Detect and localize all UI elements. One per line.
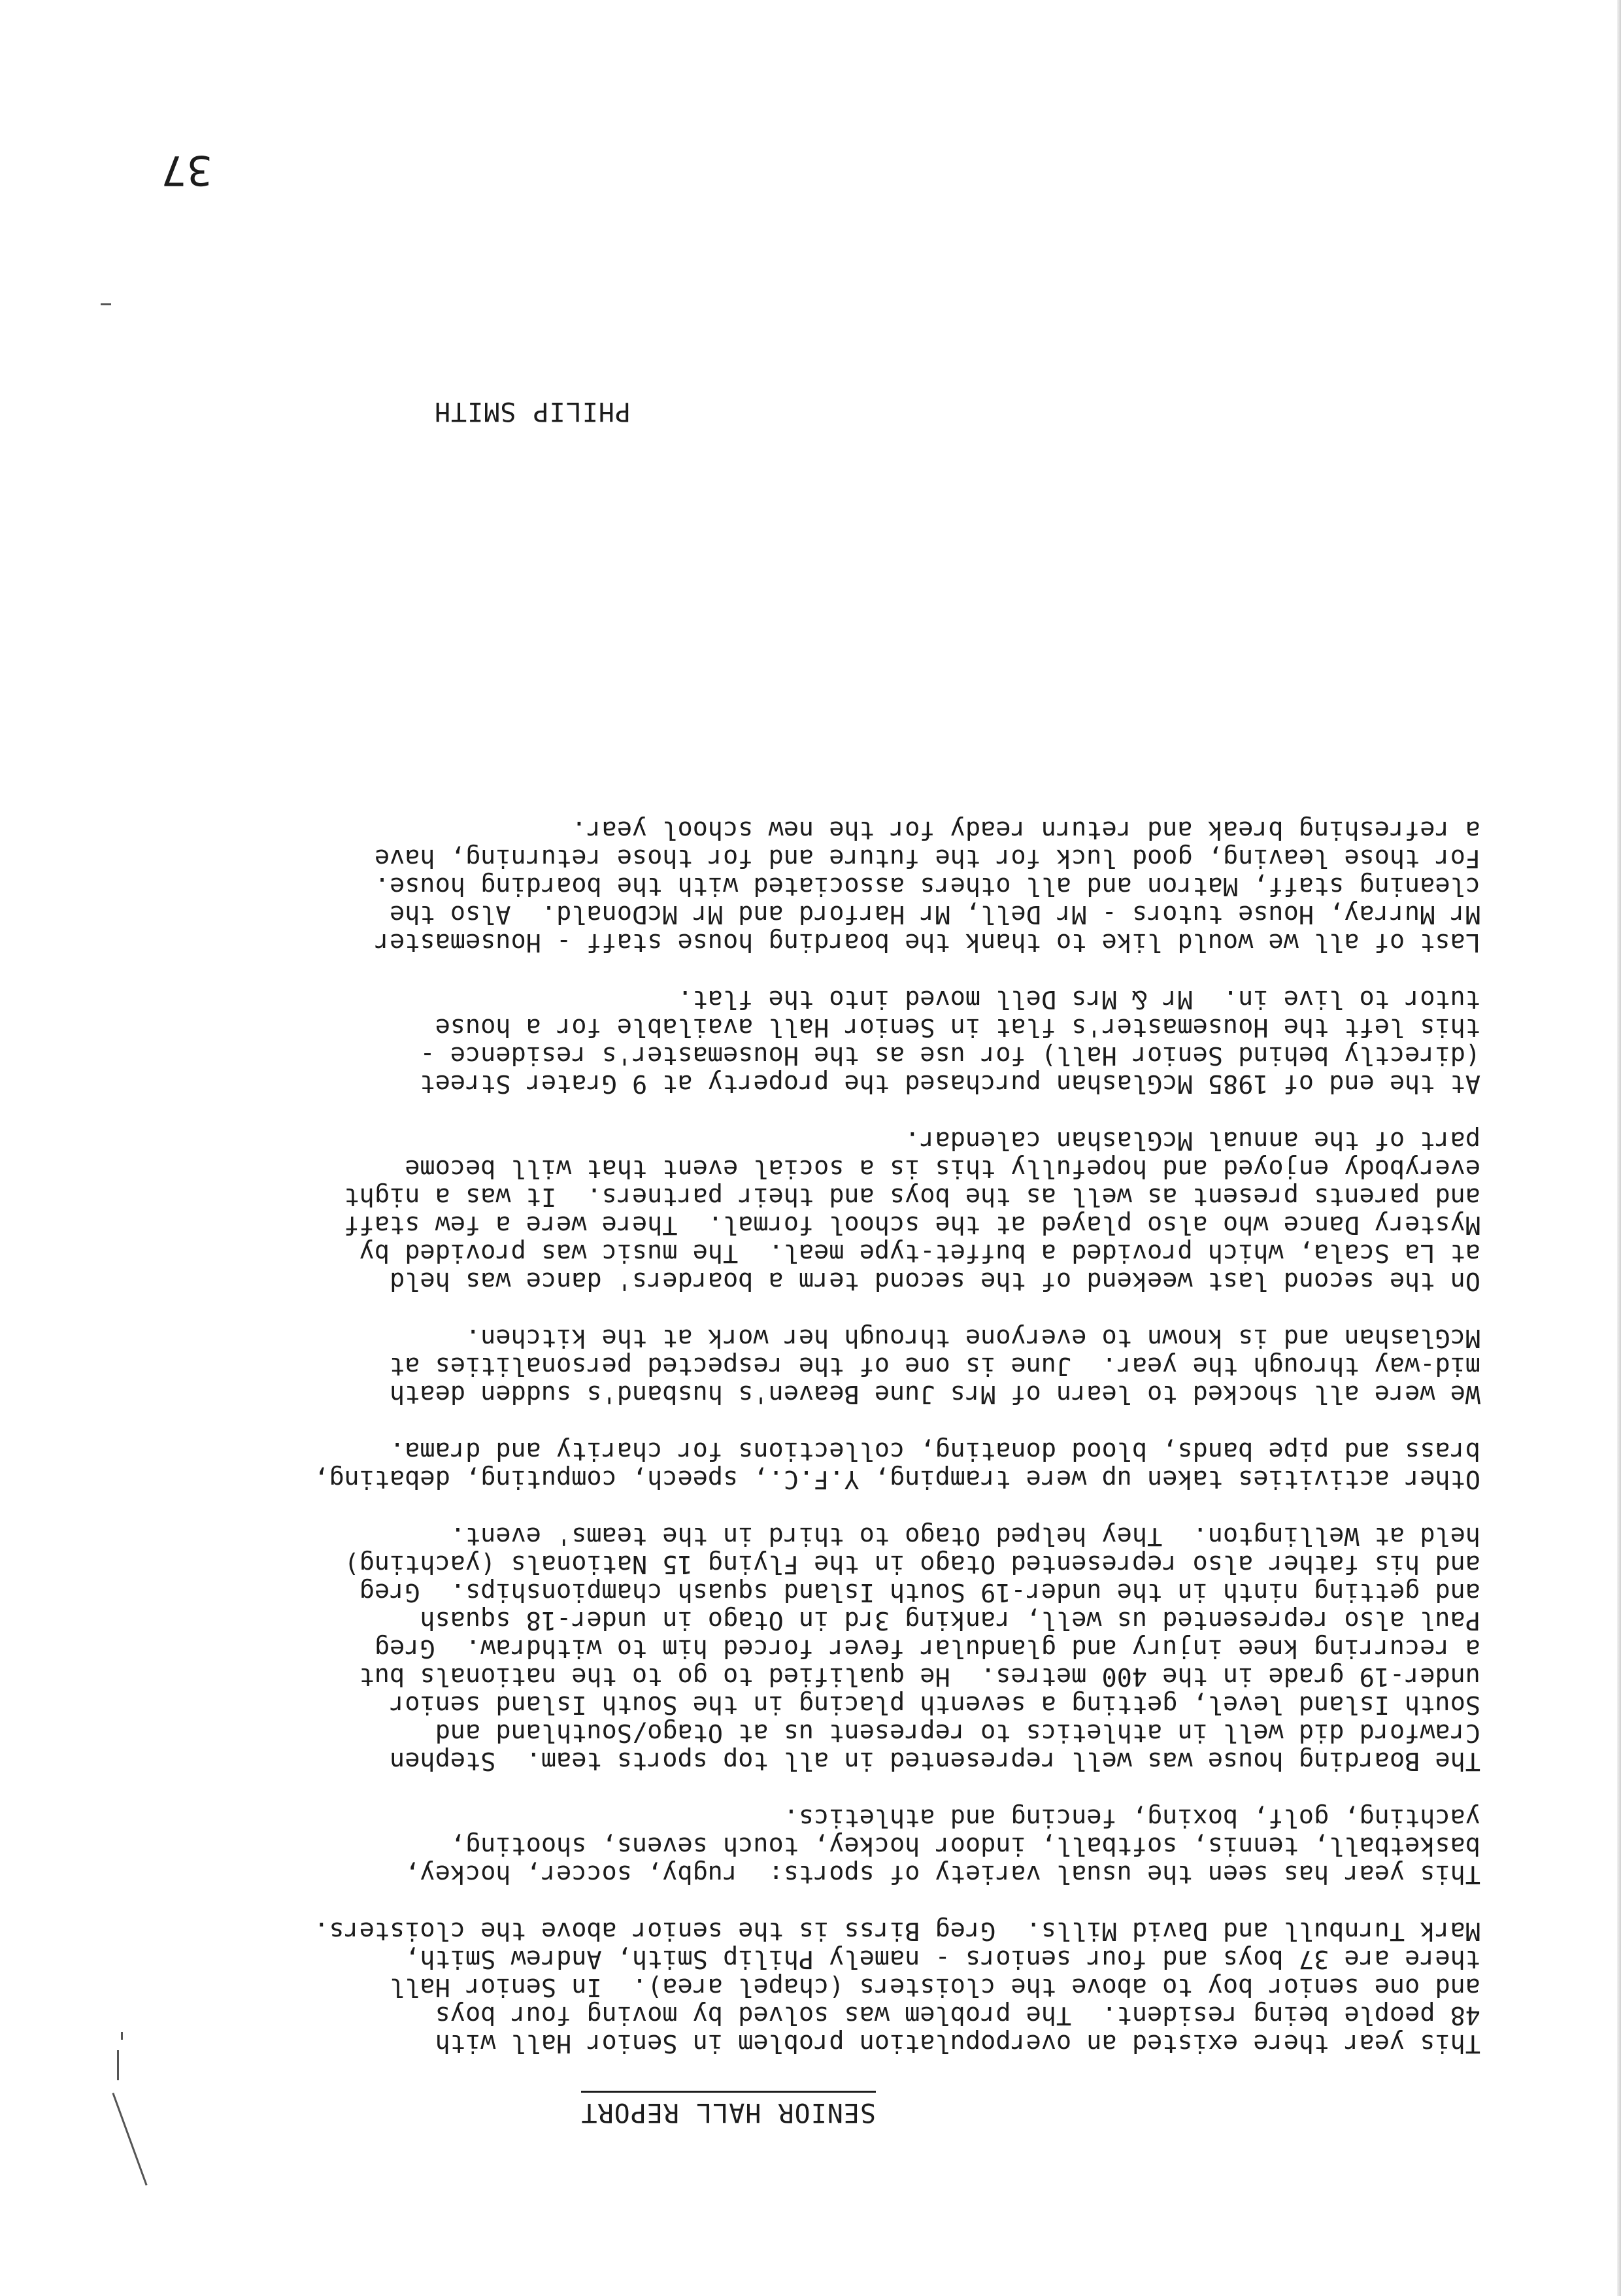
text-line: yachting, golf, boxing, fencing and athletics. bbox=[783, 1803, 1480, 1832]
text-line: This year has seen the usual variety of sports: rugby, soccer, hockey, bbox=[405, 1859, 1480, 1889]
paragraph bbox=[199, 816, 1480, 956]
text-line: brass and pipe bands, blood donating, collections for charity and drama. bbox=[390, 1436, 1480, 1466]
text-line: Last of all we would like to thank the boarding house staff - Housemaster bbox=[374, 928, 1480, 957]
text-line: and one senior boy to above the cloisters (chapel area). In Senior Hall bbox=[390, 1972, 1480, 2002]
text-line: Other activities taken up were tramping, Y.F.C., speech, computing, debating, bbox=[314, 1464, 1480, 1494]
text-line: tutor to live in. Mr & Mrs Dell moved into the flat. bbox=[677, 985, 1480, 1014]
scan-mark bbox=[121, 2032, 123, 2040]
text-line: Paul also represented us well, ranking 3rd in Otago in under-18 squash bbox=[420, 1606, 1480, 1635]
scan-edge-shadow bbox=[1617, 0, 1621, 2296]
author-signature: PHILIP SMITH bbox=[434, 396, 631, 426]
text-line: South Island level, getting a seventh placing in the South Island senior bbox=[390, 1690, 1480, 1719]
text-line: held at Wellington. They helped Otago to third in the teams' event. bbox=[450, 1521, 1480, 1551]
text-line: mid-way through the year. June is one of the respected personalities at bbox=[390, 1351, 1480, 1381]
text-line: On the second last weekend of the second term a boarders' dance was held bbox=[390, 1266, 1480, 1296]
text-line: and getting ninth in the under-19 South Island squash championships. Greg bbox=[359, 1578, 1480, 1607]
text-line: part of the annual McGlashan calendar. bbox=[905, 1126, 1480, 1155]
scan-mark bbox=[117, 2050, 119, 2080]
text-line: there are 37 boys and four seniors - namely Philip Smith, Andrew Smith, bbox=[405, 1944, 1480, 1974]
paragraph bbox=[199, 1522, 1480, 1775]
scan-mark bbox=[101, 303, 111, 305]
text-line: under-19 grade in the 400 metres. He qualified to go to the nationals but bbox=[359, 1662, 1480, 1691]
text-line: and parents present as well as the boys and their partners. It was a night bbox=[344, 1182, 1480, 1211]
text-line: McGlashan and is known to everyone through her work at the kitchen. bbox=[465, 1323, 1480, 1353]
text-line: and his father also represented Otago in the Flying 15 Nationals (yachting) bbox=[344, 1549, 1480, 1579]
text-line: a refreshing break and return ready for the new school year. bbox=[571, 815, 1480, 845]
paragraph bbox=[199, 1804, 1480, 1888]
paragraph bbox=[199, 1917, 1480, 2057]
report-body bbox=[199, 787, 1480, 2057]
text-line: (directly behind Senior Hall) for use as the Housemaster's residence - bbox=[420, 1041, 1480, 1070]
report-title: SENIOR HALL REPORT bbox=[581, 2091, 876, 2129]
page-number: 37 bbox=[161, 146, 212, 194]
text-line: this left the Housemaster's flat in Senior Hall available for a house bbox=[435, 1013, 1480, 1042]
text-line: Mystery Dance who also played at the school formal. There were a few staff bbox=[344, 1210, 1480, 1240]
text-line: The Boarding house was well represented in all top sports team. Stephen bbox=[390, 1746, 1480, 1776]
paragraph bbox=[199, 985, 1480, 1098]
text-line: basketball, tennis, softball, indoor hockey, touch sevens, shooting, bbox=[450, 1831, 1480, 1861]
text-line: We were all shocked to learn of Mrs June Beaven's husband's sudden death bbox=[390, 1379, 1480, 1409]
paragraph bbox=[199, 1324, 1480, 1408]
text-line: 48 people being resident. The problem was solved by moving four boys bbox=[435, 2001, 1480, 2030]
text-line: At the end of 1985 McGlashan purchased the property at 9 Grater Street bbox=[420, 1069, 1480, 1098]
text-line: everybody enjoyed and hopefully this is a social event that will become bbox=[405, 1154, 1480, 1183]
text-line: cleaning staff, Matron and all others associated with the boarding house. bbox=[374, 871, 1480, 901]
scan-mark bbox=[112, 2093, 147, 2186]
paragraph bbox=[199, 1126, 1480, 1295]
text-line: Mark Turnbull and David Mills. Greg Birss is the senior above the cloisters. bbox=[314, 1916, 1480, 1946]
paragraph bbox=[199, 1437, 1480, 1493]
text-line: Crawford did well in athletics to represent us at Otago/Southland and bbox=[435, 1718, 1480, 1747]
text-line: Mr Murray, House tutors - Mr Dell, Mr Harford and Mr McDonald. Also the bbox=[390, 900, 1480, 929]
text-line: For those leaving, good luck for the future and for those returning, have bbox=[374, 843, 1480, 873]
text-line: a recurring knee injury and glandular fever forced him to withdraw. Greg bbox=[374, 1634, 1480, 1663]
text-line: This year there existed an overpopulation problem in Senior Hall with bbox=[435, 2029, 1480, 2058]
text-line: at La Scala, which provided a buffet-type meal. The music was provided by bbox=[359, 1238, 1480, 1268]
